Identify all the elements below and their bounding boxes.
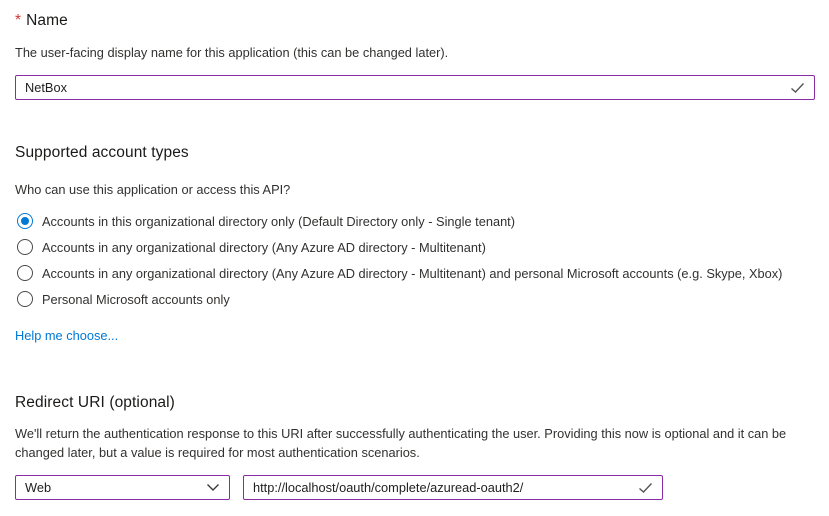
- account-type-option-personal-only[interactable]: [15, 286, 815, 312]
- radio-unselected-icon[interactable]: [17, 291, 33, 307]
- redirect-uri-input-value: http://localhost/oauth/complete/azuread-oauth2/: [253, 480, 524, 495]
- name-section-heading: [15, 0, 815, 30]
- checkmark-icon: [790, 82, 805, 94]
- account-type-option-single-tenant[interactable]: [15, 208, 815, 234]
- radio-unselected-icon[interactable]: [17, 239, 33, 255]
- account-type-option-multitenant-personal[interactable]: [15, 260, 815, 286]
- radio-label: Personal Microsoft accounts only: [42, 291, 230, 307]
- radio-label: Accounts in any organizational directory (Any Azure AD directory - Multitenant) and personal Microsoft accounts (e.g. Skype, Xbox): [42, 265, 783, 281]
- radio-selected-icon[interactable]: [17, 213, 33, 229]
- account-types-heading: Supported account types: [15, 144, 189, 161]
- checkmark-icon: [638, 482, 653, 494]
- name-heading-text: Name: [26, 12, 68, 29]
- radio-unselected-icon[interactable]: [17, 265, 33, 281]
- redirect-uri-input[interactable]: [243, 475, 663, 500]
- account-types-question: Who can use this application or access this API?: [15, 182, 291, 197]
- name-input-value: NetBox: [25, 80, 67, 95]
- platform-select-value: Web: [25, 480, 52, 495]
- name-description: The user-facing display name for this application (this can be changed later).: [15, 45, 449, 60]
- required-asterisk: *: [15, 12, 22, 29]
- account-type-option-multitenant[interactable]: [15, 234, 815, 260]
- radio-label: Accounts in this organizational directory only (Default Directory only - Single tenant): [42, 213, 515, 229]
- name-input[interactable]: [15, 75, 815, 100]
- help-me-choose-link[interactable]: Help me choose...: [15, 328, 119, 343]
- account-types-radio-group: [15, 208, 815, 312]
- redirect-uri-controls: [15, 475, 815, 500]
- radio-label: Accounts in any organizational directory (Any Azure AD directory - Multitenant): [42, 239, 486, 255]
- platform-select[interactable]: [15, 475, 230, 500]
- redirect-uri-description: We'll return the authentication response to this URI after successfully authenticating the user. Providing this now is optional and it can be changed later, but a value is required for most authentication scenarios.: [15, 426, 787, 460]
- redirect-uri-heading: Redirect URI (optional): [15, 394, 175, 411]
- chevron-down-icon: [206, 483, 220, 492]
